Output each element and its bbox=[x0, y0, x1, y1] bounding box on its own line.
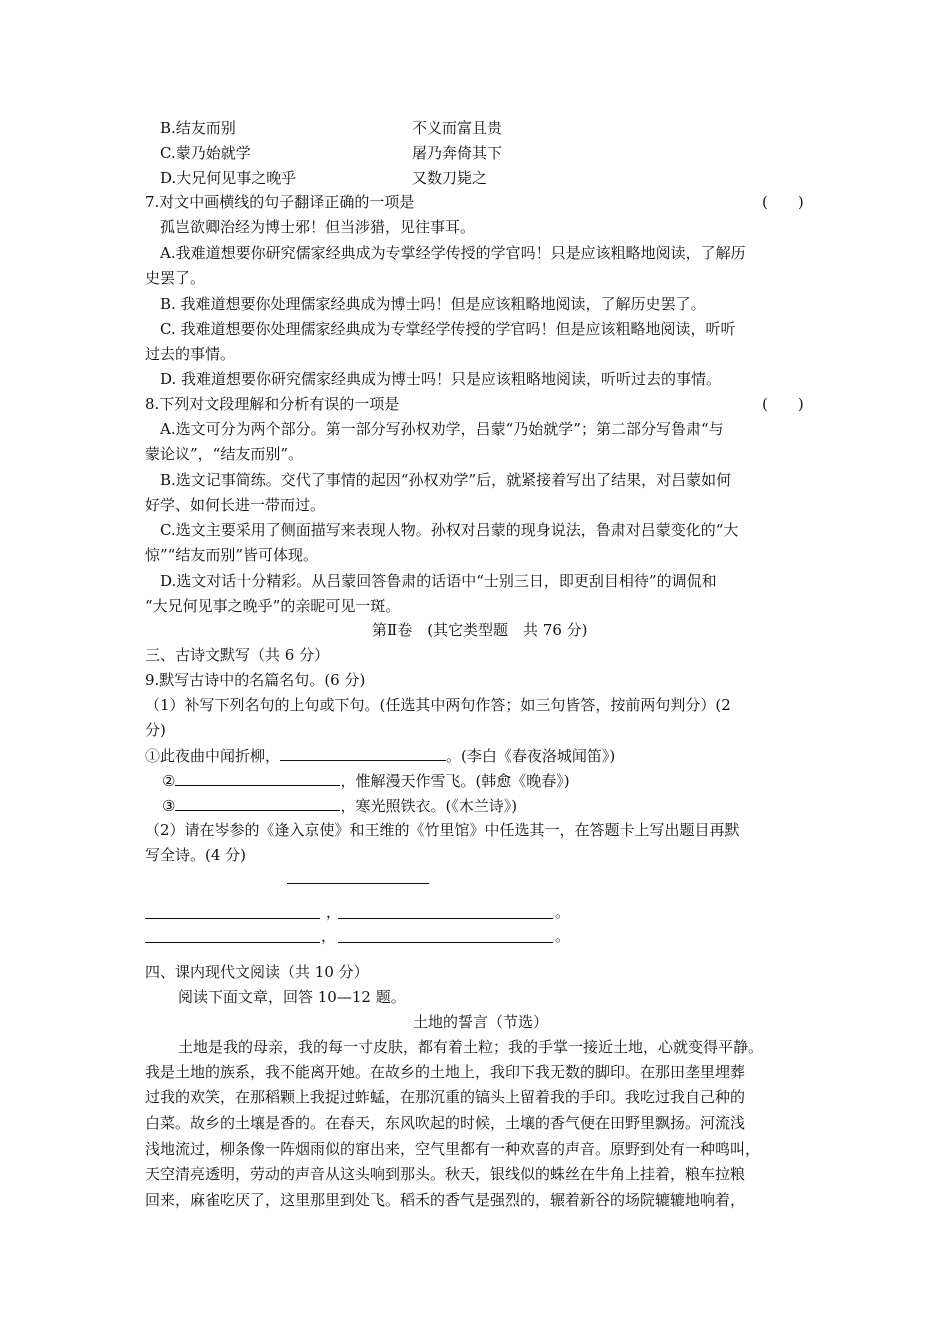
q9-sub2-line2: 写全诗。(4 分) bbox=[145, 846, 247, 864]
q8-option-d-line2: “大兄何见事之晚乎”的亲昵可见一斑。 bbox=[145, 597, 401, 615]
section3-title: 三、古诗文默写（共 6 分） bbox=[145, 646, 330, 664]
q9-stem: 9.默写古诗中的名篇名句。(6 分) bbox=[145, 671, 366, 689]
q6-option-b-right: 不义而富且贵 bbox=[412, 119, 503, 137]
fill-line-3 bbox=[162, 795, 517, 815]
essay-title: 土地的誓言（节选） bbox=[413, 1013, 549, 1031]
q8-answer-paren: ( ) bbox=[762, 395, 804, 413]
q7-answer-paren: ( ) bbox=[762, 193, 804, 211]
q6-option-c-right: 屠乃奔倚其下 bbox=[412, 144, 503, 162]
fill-line-1 bbox=[145, 745, 615, 765]
poem-line2-blank-b[interactable] bbox=[338, 942, 553, 943]
fill-blank-2[interactable] bbox=[175, 770, 340, 786]
part2-title: 第Ⅱ卷 (其它类型题 共 76 分) bbox=[372, 621, 588, 639]
fill-blank-1[interactable] bbox=[280, 745, 446, 761]
poem-line2-period: 。 bbox=[555, 927, 571, 945]
fill-line-2 bbox=[162, 770, 570, 790]
q8-option-c-line1: C.选文主要采用了侧面描写来表现人物。孙权对吕蒙的现身说法，鲁肃对吕蒙变化的“大 bbox=[160, 521, 739, 539]
fill-line-2-pre: ② bbox=[162, 772, 176, 790]
section4-title: 四、课内现代文阅读（共 10 分） bbox=[145, 963, 369, 981]
essay-line: 天空清亮透明，劳动的声音从这头响到那头。秋天，银线似的蛛丝在牛角上挂着，粮车拉粮 bbox=[145, 1165, 746, 1183]
q8-option-a-line1: A.选文可分为两个部分。第一部分写孙权劝学，吕蒙“乃始就学”；第二部分写鲁肃“与 bbox=[160, 420, 724, 438]
essay-line: 过我的欢笑，在那稻颗上我捉过蚱蜢，在那沉重的镐头上留着我的手印。我吃过我自己种的 bbox=[145, 1088, 746, 1106]
fill-line-1-post: 。(李白《春夜洛城闻笛》) bbox=[446, 747, 616, 765]
fill-blank-3[interactable] bbox=[175, 795, 340, 811]
fill-line-2-post: ，惟解漫天作雪飞。(韩愈《晚春》) bbox=[340, 772, 570, 790]
q9-sub2-line1: （2）请在岑参的《逢入京使》和王维的《竹里馆》中任选其一，在答题卡上写出题目再默 bbox=[145, 821, 740, 839]
essay-line: 浅地流过，柳条像一阵烟雨似的窜出来，空气里都有一种欢喜的声音。原野到处有一种鸣叫， bbox=[145, 1140, 761, 1158]
q8-stem: 8.下列对文段理解和分析有误的一项是 bbox=[145, 395, 400, 413]
q7-sentence: 孤岂欲卿治经为博士邪！但当涉猎，见往事耳。 bbox=[160, 218, 476, 236]
q7-option-c-line2: 过去的事情。 bbox=[145, 345, 236, 363]
q9-sub1-line2: 分) bbox=[145, 721, 166, 739]
poem-line1-blank-b[interactable] bbox=[338, 918, 553, 919]
q7-option-a-line1: A.我难道想要你研究儒家经典成为专掌经学传授的学官吗！只是应该粗略地阅读，了解历 bbox=[160, 244, 746, 262]
q6-option-b: B.结友而别 bbox=[160, 119, 236, 137]
poem-title-blank[interactable] bbox=[287, 883, 429, 884]
q7-option-b: B. 我难道想要你处理儒家经典成为博士吗！但是应该粗略地阅读，了解历史罢了。 bbox=[160, 295, 706, 313]
poem-line1-period: 。 bbox=[555, 903, 571, 921]
essay-line: 回来，麻雀吃厌了，这里那里到处飞。稻禾的香气是强烈的，辗着新谷的场院辘辘地响着， bbox=[145, 1191, 746, 1209]
q8-option-b-line2: 好学、如何长进一带而过。 bbox=[145, 496, 326, 514]
poem-line2-comma: ， bbox=[321, 927, 337, 945]
q7-stem: 7.对文中画横线的句子翻译正确的一项是 bbox=[145, 193, 415, 211]
q6-option-c: C.蒙乃始就学 bbox=[160, 144, 251, 162]
essay-line: 土地是我的母亲，我的每一寸皮肤，都有着土粒；我的手掌一接近土地，心就变得平静。 bbox=[178, 1038, 764, 1056]
q7-option-d: D. 我难道想要你研究儒家经典成为博士吗！只是应该粗略地阅读，听听过去的事情。 bbox=[160, 370, 722, 388]
section4-instruction: 阅读下面文章，回答 10—12 题。 bbox=[178, 988, 406, 1006]
q8-option-c-line2: 惊”“结友而别”皆可体现。 bbox=[145, 546, 319, 564]
essay-line: 我是土地的族系，我不能离开她。在故乡的土地上，我印下我无数的脚印。在那田垄里埋葬 bbox=[145, 1063, 746, 1081]
q6-option-d-right: 又数刀毙之 bbox=[412, 169, 488, 187]
poem-line1-blank-a[interactable] bbox=[145, 918, 320, 919]
fill-line-3-pre: ③ bbox=[162, 797, 176, 815]
fill-line-1-pre: ①此夜曲中闻折柳， bbox=[145, 747, 281, 765]
q8-option-a-line2: 蒙论议”，“结友而别”。 bbox=[145, 445, 304, 463]
q8-option-b-line1: B.选文记事简练。交代了事情的起因“孙权劝学”后，就紧接着写出了结果，对吕蒙如何 bbox=[160, 471, 732, 489]
q9-sub1-line1: （1）补写下列名句的上句或下句。(任选其中两句作答；如三句皆答，按前两句判分）(2 bbox=[145, 696, 731, 714]
q8-option-d-line1: D.选文对话十分精彩。从吕蒙回答鲁肃的话语中“士别三日，即更刮目相待”的调侃和 bbox=[160, 572, 717, 590]
fill-line-3-post: ，寒光照铁衣。(《木兰诗》) bbox=[340, 797, 518, 815]
poem-line1-comma: ， bbox=[326, 903, 342, 921]
q7-option-a-line2: 史罢了。 bbox=[145, 269, 206, 287]
q6-option-d: D.大兄何见事之晚乎 bbox=[160, 169, 297, 187]
poem-line2-blank-a[interactable] bbox=[145, 942, 320, 943]
q7-option-c-line1: C. 我难道想要你处理儒家经典成为专掌经学传授的学官吗！但是应该粗略地阅读，听听 bbox=[160, 320, 736, 338]
essay-line: 白菜。故乡的土壤是香的。在春天，东风吹起的时候，土壤的香气便在田野里飘扬。河流浅 bbox=[145, 1114, 746, 1132]
